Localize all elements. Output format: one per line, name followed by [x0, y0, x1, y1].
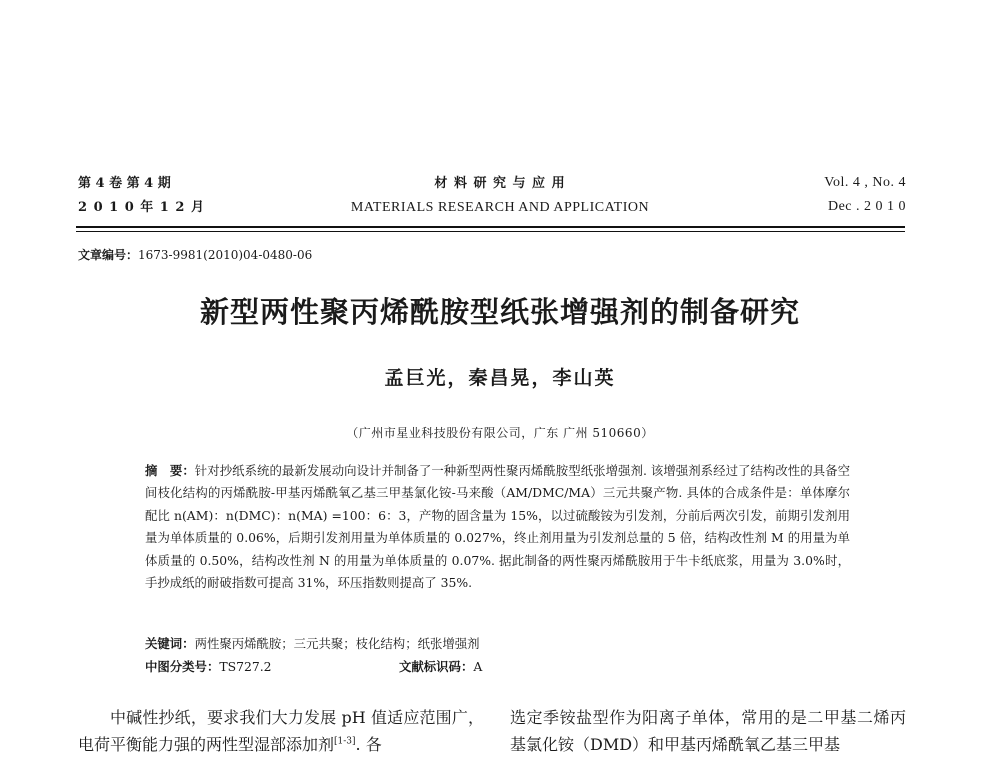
classification-label: 中图分类号： [145, 659, 220, 674]
keywords-label: 关键词： [145, 636, 195, 651]
article-number-value: 1673-9981(2010)04-0480-06 [138, 248, 313, 262]
affiliation: （广州市星业科技股份有限公司，广东 广州 510660） [346, 426, 654, 440]
body-right-text: 选定季铵盐型作为阳离子单体，常用的是二甲基二烯丙基氯化铵（DMD）和甲基丙烯酰氧乙基三甲基 [510, 708, 906, 754]
volume-issue-en: Vol. 4 , No. 4 [824, 175, 906, 190]
abstract [145, 460, 850, 594]
body-column-right [510, 704, 906, 758]
citation-ref: [1-3] [334, 736, 356, 747]
keywords [145, 634, 480, 652]
abstract-label: 摘 要： [145, 463, 195, 478]
volume-issue-cn: 第 4 卷 第 4 期 [78, 176, 171, 191]
body-left-tail: . 各 [355, 735, 382, 754]
date-en: Dec . 2 0 1 0 [827, 199, 906, 214]
keywords-text: 两性聚丙烯酰胺；三元共聚；枝化结构；纸张增强剂 [194, 636, 480, 651]
date-cn: 2 0 1 0 年 1 2 月 [78, 200, 205, 215]
article-number [78, 246, 312, 263]
classification-number [145, 657, 272, 675]
document-code-value: A [473, 659, 483, 674]
classification-value: TS727.2 [219, 659, 272, 674]
paper-title: 新型两性聚丙烯酰胺型纸张增强剂的制备研究 [199, 295, 800, 329]
journal-name-en: MATERIALS RESEARCH AND APPLICATION [350, 200, 650, 215]
journal-name-cn: 材 料 研 究 与 应 用 [434, 176, 566, 191]
body-column-left [78, 704, 484, 758]
author-list: 孟巨光，秦昌晃，李山英 [384, 367, 616, 389]
body-left-text: 中碱性抄纸，要求我们大力发展 pH 值适应范围广，电荷平衡能力强的两性型湿部添加剂 [78, 708, 484, 754]
header-rule-thin [76, 231, 905, 232]
abstract-text: 针对抄纸系统的最新发展动向设计并制备了一种新型两性聚丙烯酰胺型纸张增强剂. 该增强剂系经过了结构改性的具备空间枝化结构的丙烯酰胺-甲基丙烯酰氧乙基三甲基氯化铵-马来酸（AM/DMC/MA）三元共聚产物. 具体的合成条件是：单体摩尔配比 n(AM)：n(DMC)：n(MA) =100：6：3，产物的固含量为 15%，以过硫酸铵为引发剂，分前后两次引发，前期引发剂用量为单体质量的 0.06%，后期引发剂用量为单体质量的 0.027%，终止剂用量为引发剂总量的 5 倍，结构改性剂 M 的用量为单体质量的 0.50%，结构改性剂 N 的用量为单体质量的 0.07%. 据此制备的两性聚丙烯酰胺用于牛卡纸底浆，用量为 3.0%时，手抄成纸的耐破指数可提高 31%，环压指数则提高了 35%. [145, 463, 850, 591]
article-number-label: 文章编号： [78, 248, 139, 262]
header-rule-thick [76, 226, 905, 228]
document-code [399, 657, 482, 675]
document-code-label: 文献标识码： [399, 659, 474, 674]
